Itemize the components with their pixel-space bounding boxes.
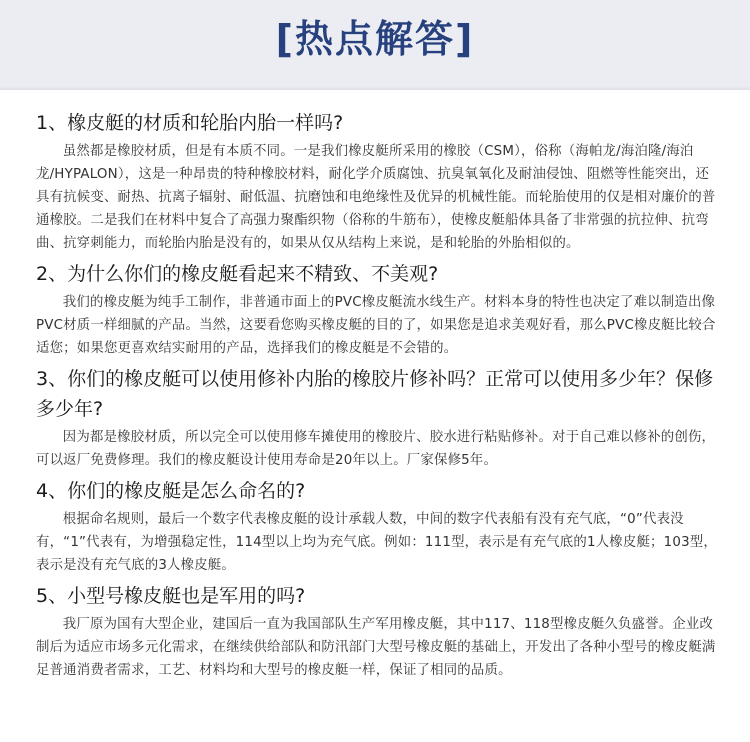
faq-question: 3、你们的橡皮艇可以使用修补内胎的橡胶片修补吗？正常可以使用多少年？保修多少年? xyxy=(36,368,714,420)
faq-answer: 根据命名规则，最后一个数字代表橡皮艇的设计承载人数，中间的数字代表船有没有充气底，“0”代表没有，“1”代表有，为增强稳定性，114型以上均为充气底。例如：111型，表示是有充气底的1人橡皮艇；103型，表示是没有充气底的3人橡皮艇。 xyxy=(36,512,717,573)
faq-question: 4、你们的橡皮艇是怎么命名的? xyxy=(36,480,306,502)
faq-answer: 虽然都是橡胶材质，但是有本质不同。一是我们橡皮艇所采用的橡胶（CSM），俗称（海帕龙/海泊隆/海泊龙/HYPALON），这是一种昂贵的特种橡胶材料，耐化学介质腐蚀、抗臭氧氧化及耐油侵蚀、阻燃等性能突出，还具有抗候变、耐热、抗离子辐射、耐低温、抗磨蚀和电绝缘性及优异的机械性能。而轮胎使用的仅是相对廉价的普通橡胶。二是我们在材料中复合了高强力聚酯织物（俗称的牛筋布），使橡皮艇船体具备了非常强的抗拉伸、抗弯曲、抗穿刺能力，而轮胎内胎是没有的，如果从仅从结构上来说，是和轮胎的外胎相似的。 xyxy=(36,144,716,251)
faq-question: 1、橡皮艇的材质和轮胎内胎一样吗? xyxy=(36,112,344,134)
faq-item xyxy=(36,108,718,255)
faq-answer: 我厂原为国有大型企业，建国后一直为我国部队生产军用橡皮艇，其中117、118型橡皮艇久负盛誉。企业改制后为适应市场多元化需求，在继续供给部队和防汛部门大型号橡皮艇的基础上，开发出了各种小型号的橡皮艇满足普通消费者需求，工艺、材料均和大型号的橡皮艇一样，保证了相同的品质。 xyxy=(36,617,716,678)
faq-item xyxy=(36,364,718,472)
faq-item xyxy=(36,259,718,360)
page-title: [热点解答] xyxy=(275,17,475,61)
faq-question: 2、为什么你们的橡皮艇看起来不精致、不美观? xyxy=(36,263,439,285)
faq-answer: 我们的橡皮艇为纯手工制作，非普通市面上的PVC橡皮艇流水线生产。材料本身的特性也决定了难以制造出像PVC材质一样细腻的产品。当然，这要看您购买橡皮艇的目的了，如果您是追求美观好看，那么PVC橡皮艇比较合适您；如果您更喜欢结实耐用的产品，选择我们的橡皮艇是不会错的。 xyxy=(36,295,716,356)
header-banner xyxy=(0,0,750,90)
faq-question: 5、小型号橡皮艇也是军用的吗? xyxy=(36,585,306,607)
banner-divider xyxy=(0,86,750,90)
faq-list xyxy=(0,90,750,682)
faq-item xyxy=(36,581,718,682)
faq-answer: 因为都是橡胶材质，所以完全可以使用修车摊使用的橡胶片、胶水进行粘贴修补。对于自己难以修补的创伤，可以返厂免费修理。我们的橡皮艇设计使用寿命是20年以上。厂家保修5年。 xyxy=(36,430,716,468)
faq-item xyxy=(36,476,718,577)
